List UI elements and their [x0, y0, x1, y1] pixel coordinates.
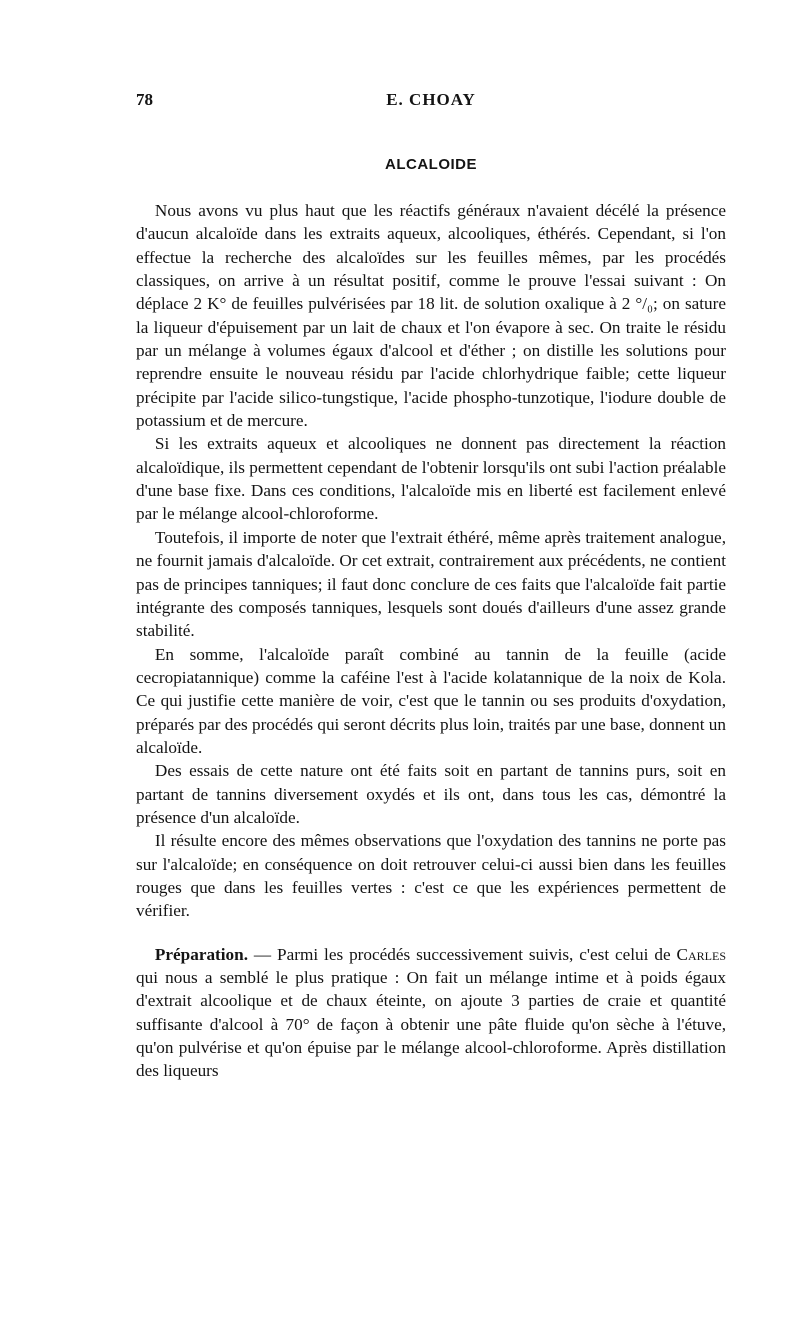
- paragraph: En somme, l'alcaloïde paraît combiné au tannin de la feuille (acide cecropiatannique) comme la caféine l'est à l'acide kolatannique de la noix de Kola. Ce qui justifie cette manière de voir, c'est que le tannin ou ses produits d'oxydation, préparés par des procédés qui seront décrits plus loin, traités par une base, donnent un alcaloïde.: [136, 644, 726, 757]
- body-text: [136, 199, 726, 1083]
- paragraph: Nous avons vu plus haut que les réactifs généraux n'avaient décélé la présence d'aucun alcaloïde dans les extraits aqueux, alcooliques, éthérés. Cependant, si l'on effectue la recherche des alcaloïdes sur les feuilles mêmes, par les procédés classiques, on arrive à un résultat positif, comme le prouve l'essai suivant : On déplace 2 K° de feuilles pulvérisées par 18 lit. de solution oxalique à 2 °/₀; on sature la liqueur d'épuisement par un lait de chaux et l'on évapore à sec. On traite le résidu par un mélange à volumes égaux d'alcool et d'éther ; on distille les solutions pour reprendre ensuite le nouveau résidu par l'acide chlorhydrique faible; cette liqueur précipite par l'acide silico-tungstique, l'acide phospho-tunzotique, l'iodure double de potassium et de mercure.: [136, 201, 726, 431]
- paragraph: Si les extraits aqueux et alcooliques ne donnent pas directement la réaction alcaloïdique, ils permettent cependant de l'obtenir lorsqu'ils ont subi l'action préalable d'une base fixe. Dans ces conditions, l'alcaloïde mis en liberté est facilement enlevé par le mélange alcool-chloroforme.: [136, 434, 726, 524]
- paragraph: Toutefois, il importe de noter que l'extrait éthéré, même après traitement analogue, ne fournit jamais d'alcaloïde. Or cet extrait, contrairement aux précédents, ne contient pas de principes tanniques; il faut donc conclure de ces faits que l'alcaloïde fait partie intégrante des composés tanniques, lesquels sont doués d'ailleurs d'une assez grande stabilité.: [136, 527, 726, 641]
- preparation-heading: Préparation.: [154, 944, 248, 964]
- preparation-text-end: qui nous a semblé le plus pratique : On fait un mélange intime et à poids égaux d'extrait alcoolique et de chaux éteinte, on ajoute 3 parties de craie et quantité suffisante d'alcool à 70° de façon à obtenir une pâte fluide qu'on sèche à l'étuve, qu'on pulvérise et qu'on épuise par le mélange alcool-chloroforme. Après distillation des liqueurs: [136, 968, 726, 1081]
- page-header: [136, 90, 726, 114]
- running-head: E. CHOAY: [386, 90, 476, 109]
- preparation-text-start: — Parmi les procédés successivement suivis, c'est celui de: [248, 944, 677, 964]
- author-name: Carles: [676, 944, 726, 964]
- preparation-paragraph: [136, 943, 726, 1083]
- section-title: ALCALOIDE: [385, 156, 477, 173]
- paragraph: Il résulte encore des mêmes observations que l'oxydation des tannins ne porte pas sur l'alcaloïde; en conséquence on doit retrouver celui-ci aussi bien dans les feuilles rouges que dans les feuilles vertes : c'est ce que les expériences permettent de vérifier.: [136, 831, 726, 921]
- page-number: 78: [136, 90, 153, 109]
- paragraph: Des essais de cette nature ont été faits soit en partant de tannins purs, soit en partant de tannins diversement oxydés et ils ont, dans tous les cas, démontré la présence d'un alcaloïde.: [136, 761, 726, 827]
